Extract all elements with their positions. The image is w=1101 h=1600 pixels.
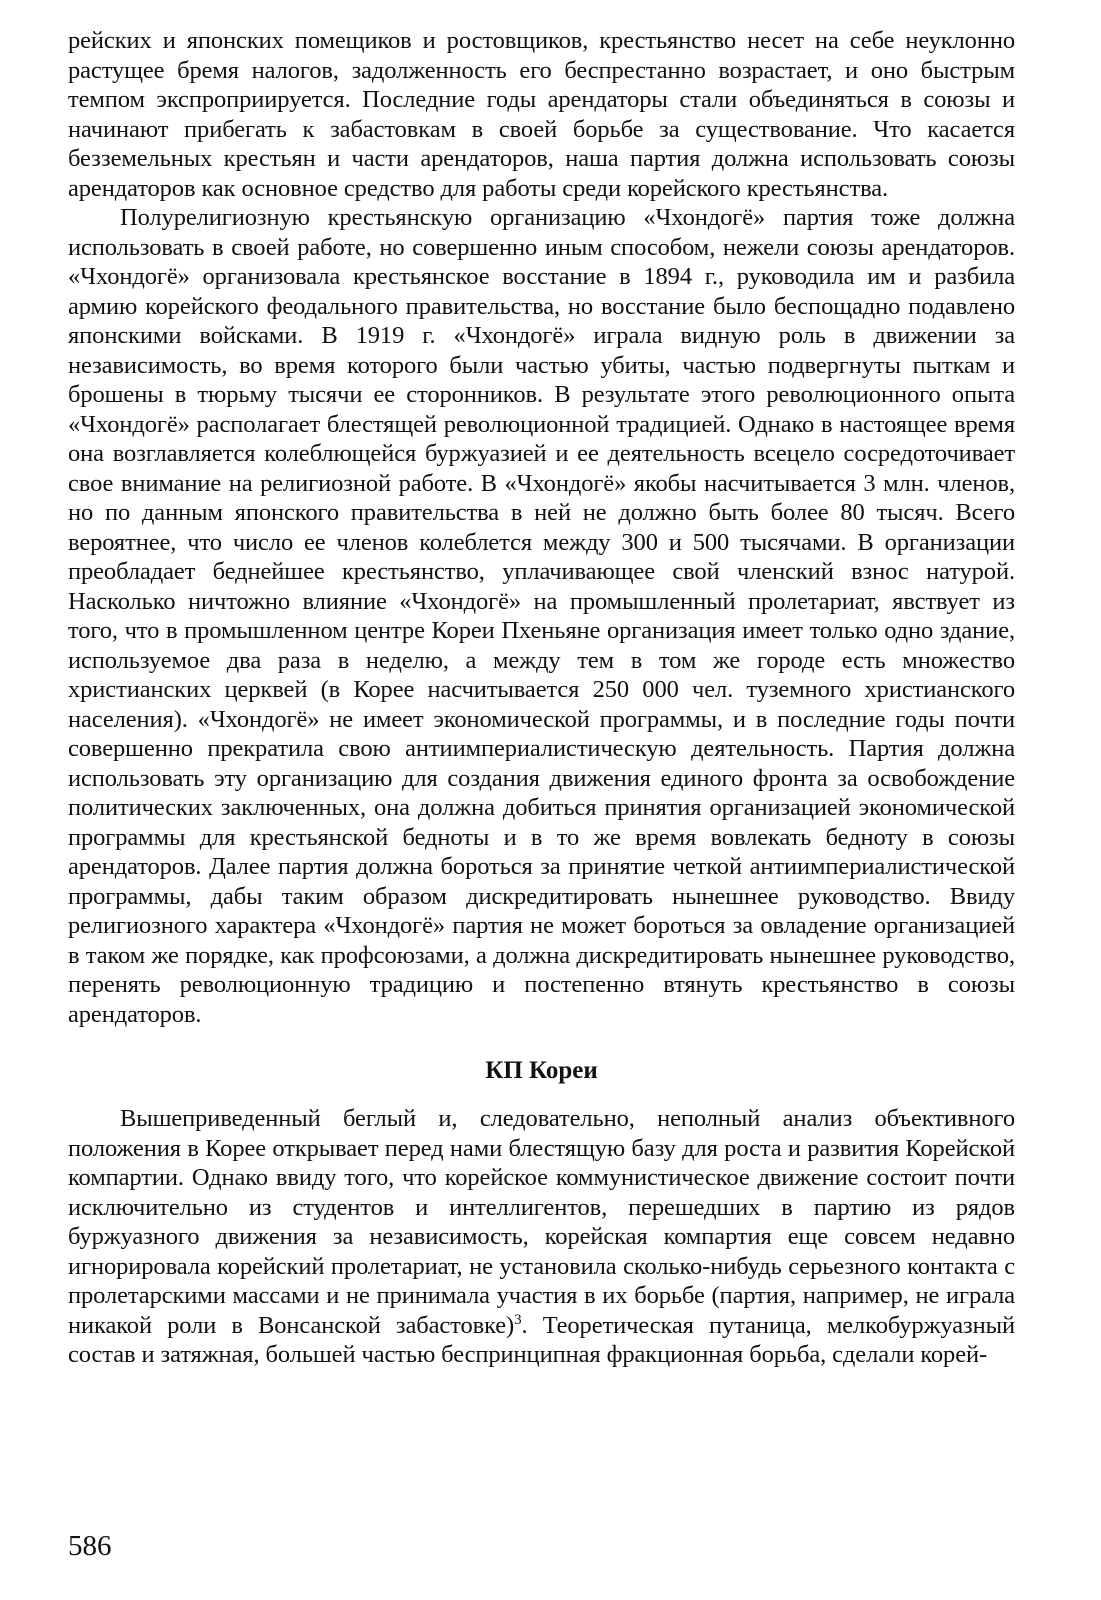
paragraph-chhondogyo: Полурелигиозную крестьянскую организацию «Чхондогё» партия тоже должна использовать в своей работе, но совершенно иным способом, нежели союзы арендаторов. «Чхондогё» организовала крестьянское восстание в 1894 г., руководила им и разбила армию корейского феодального правительства, но восстание было беспощадно подавлено японскими войсками. В 1919 г. «Чхондогё» играла видную роль в движении за независимость, во время которого были частью убиты, частью подвергнуты пыткам и брошены в тюрьму тысячи ее сторонников. В результате этого революционного опыта «Чхондогё» располагает блестящей революционной традицией. Однако в настоящее время она возглавляется колеблющейся буржуазией и ее деятельность всецело сосредоточивает свое внимание на религиозной работе. В «Чхондогё» якобы насчитывается 3 млн. членов, но по данным японского правительства в ней не должно быть более 80 тысяч. Всего вероятнее, что число ее членов колеблется между 300 и 500 тысячами. В организации преобладает беднейшее крестьянство, уплачивающее свой членский взнос натурой. Насколько ничтожно влияние «Чхондогё» на промышленный пролетариат, явствует из того, что в промышленном центре Кореи Пхеньяне организация имеет только одно здание, используемое два раза в неделю, а между тем в том же городе есть множество христианских церквей (в Корее насчитывается 250 000 чел. туземного христианского населения). «Чхондогё» не имеет экономической программы, и в последние годы почти совершенно прекратила свою антиимпериалистическую деятельность. Партия должна использовать эту организацию для создания движения единого фронта за освобождение политических заключенных, она должна добиться принятия организацией экономической программы для крестьянской бедноты и в то же время вовлекать бедноту в союзы арендаторов. Далее партия должна бороться за принятие четкой антиимпериалистической программы, дабы таким образом дискредитировать нынешнее руководство. Ввиду религиозного характера «Чхондогё» партия не может бороться за овладение организацией в таком же порядке, как профсоюзами, а должна дискредитировать нынешнее руководство, перенять революционную традицию и постепенно втянуть крестьянство в союзы арендаторов. bbox=[68, 204, 1015, 1028]
paragraph-kp-korea-text-end: . Теоретическая путаница, мелкобуржуазный состав и затяжная, большей частью беспринципная фракционная борьба, сделали корей- bbox=[68, 1311, 1015, 1368]
paragraph-continuation: рейских и японских помещиков и ростовщиков, крестьянство несет на себе неуклонно растущее бремя налогов, задолженность его беспрестанно возрастает, и оно быстрым темпом экспроприируется. Последние годы арендаторы стали объединяться в союзы и начинают прибегать к забастовкам в своей борьбе за существование. Что касается безземельных крестьян и части арендаторов, наша партия должна использовать союзы арендаторов как основное средство для работы среди корейского крестьянства. bbox=[68, 27, 1015, 202]
page-number: 586 bbox=[68, 1530, 112, 1562]
section-heading: КП Кореи bbox=[485, 1057, 598, 1084]
paragraph-kp-korea-text: Вышеприведенный беглый и, следовательно, неполный анализ объективного положения в Корее открывает перед нами блестящую базу для роста и развития Корейской компартии. Однако ввиду того, что корейское коммунистическое движение состоит почти исключительно из студентов и интеллигентов, перешедших в партию из рядов буржуазного движения за независимость, корейская компартия еще совсем недавно игнорировала корейский пролетариат, не установила сколько-нибудь серьезного контакта с пролетарскими массами и не принимала участия в их борьбе (партия, например, не играла никакой роли в Вонсанской забастовке) bbox=[68, 1105, 1015, 1339]
paragraph-kp-korea bbox=[68, 1104, 1015, 1370]
footnote-marker: 3 bbox=[514, 1311, 522, 1328]
